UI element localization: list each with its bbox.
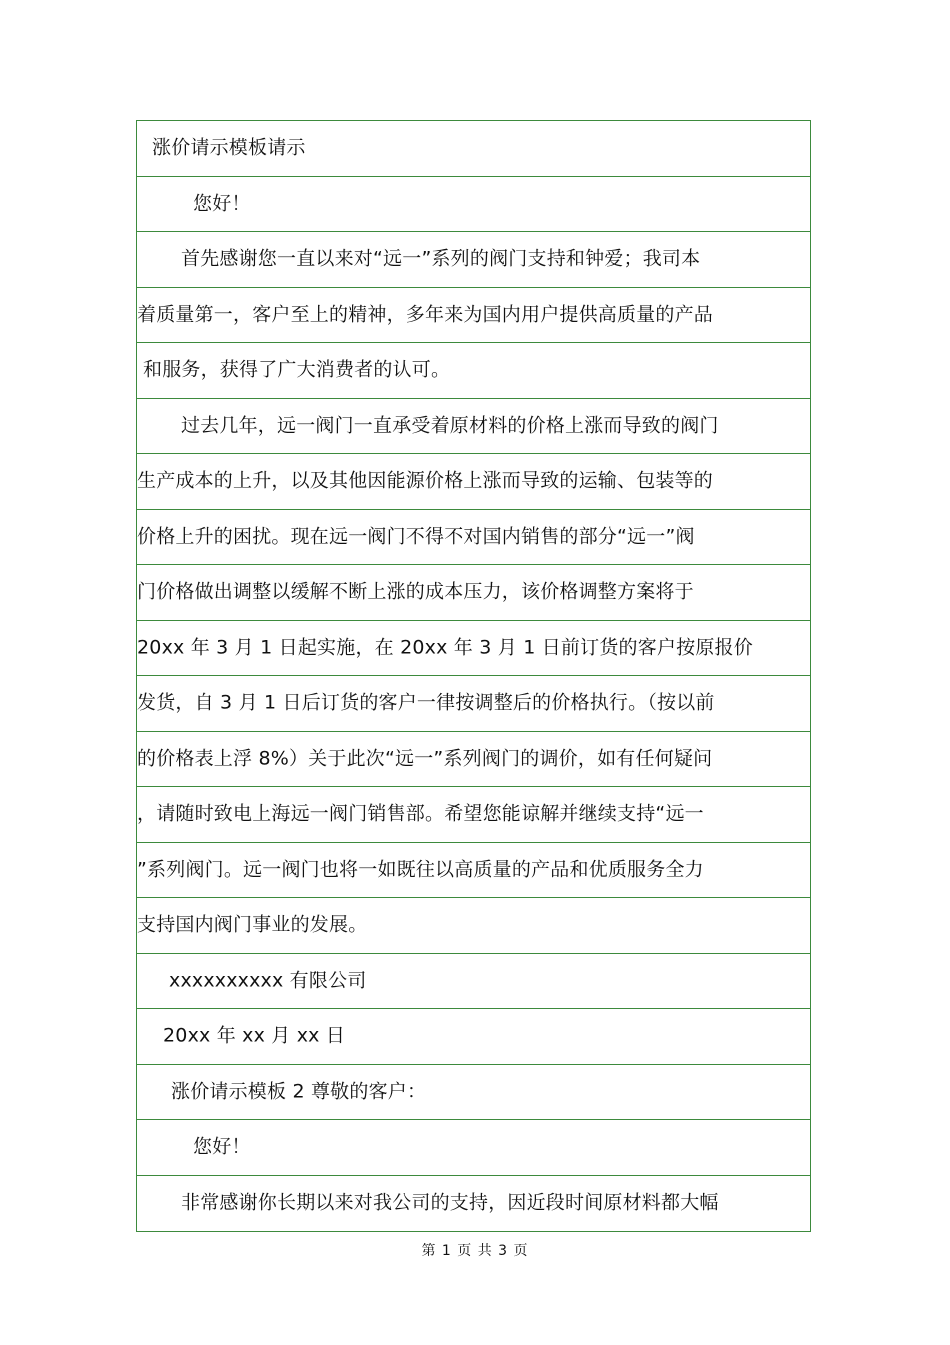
- body-text-line: 首先感谢您一直以来对“远一”系列的阀门支持和钟爱；我司本: [181, 247, 701, 270]
- table-row: [137, 565, 810, 621]
- second-template-heading: 涨价请示模板 2 尊敬的客户：: [171, 1080, 427, 1103]
- page-number-footer: 第 1 页 共 3 页: [421, 1243, 529, 1259]
- company-signature: xxxxxxxxxx 有限公司: [169, 969, 367, 992]
- table-row: [137, 732, 810, 788]
- body-text-line: 20xx 年 3 月 1 日起实施，在 20xx 年 3 月 1 日前订货的客户按原报价: [137, 636, 753, 659]
- body-text-line: ，请随时致电上海远一阀门销售部。希望您能谅解并继续支持“远一: [137, 802, 704, 825]
- table-row: [137, 676, 810, 732]
- table-row: [137, 399, 810, 455]
- body-text-line: 过去几年，远一阀门一直承受着原材料的价格上涨而导致的阀门: [181, 414, 719, 437]
- table-row: [137, 843, 810, 899]
- table-row: [137, 454, 810, 510]
- body-text-line: 的价格表上浮 8%）关于此次“远一”系列阀门的调价，如有任何疑问: [137, 747, 713, 770]
- table-row: [137, 510, 810, 566]
- table-row: [137, 621, 810, 677]
- body-text-line: 支持国内阀门事业的发展。: [137, 913, 368, 936]
- table-row: [137, 288, 810, 344]
- table-row: [137, 1120, 810, 1176]
- body-text-line: 发货，自 3 月 1 日后订货的客户一律按调整后的价格执行。（按以前: [137, 691, 715, 714]
- body-text-line: 着质量第一，客户至上的精神，多年来为国内用户提供高质量的产品: [137, 303, 714, 326]
- table-row: [137, 1176, 810, 1232]
- greeting-text: 您好！: [193, 1135, 251, 1158]
- body-text-line: 门价格做出调整以缓解不断上涨的成本压力，该价格调整方案将于: [137, 580, 694, 603]
- table-row: [137, 177, 810, 233]
- body-text-line: 和服务，获得了广大消费者的认可。: [143, 358, 451, 381]
- table-row: [137, 1009, 810, 1065]
- greeting-text: 您好！: [193, 192, 251, 215]
- signature-date: 20xx 年 xx 月 xx 日: [163, 1024, 346, 1047]
- table-row: [137, 121, 810, 177]
- body-text-line: 价格上升的困扰。现在远一阀门不得不对国内销售的部分“远一”阀: [137, 525, 695, 548]
- table-row: [137, 1065, 810, 1121]
- document-table: [136, 120, 811, 1232]
- table-row: [137, 343, 810, 399]
- body-text-line: 非常感谢你长期以来对我公司的支持，因近段时间原材料都大幅: [181, 1191, 719, 1214]
- body-text-line: 生产成本的上升，以及其他因能源价格上涨而导致的运输、包装等的: [137, 469, 714, 492]
- table-row: [137, 898, 810, 954]
- table-row: [137, 787, 810, 843]
- table-row: [137, 232, 810, 288]
- body-text-line: ”系列阀门。远一阀门也将一如既往以高质量的产品和优质服务全力: [137, 858, 704, 881]
- table-row: [137, 954, 810, 1010]
- document-title: 涨价请示模板请示: [152, 136, 306, 159]
